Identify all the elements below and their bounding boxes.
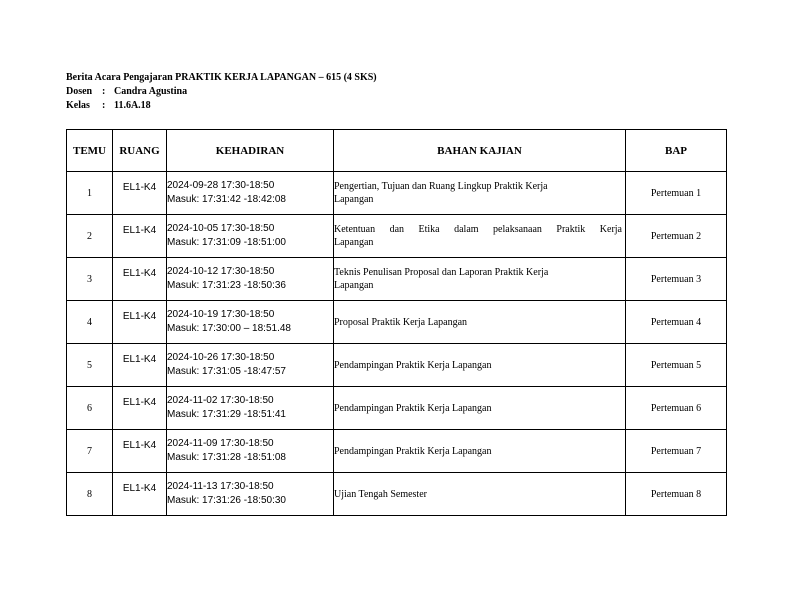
column-header-temu: TEMU — [67, 130, 113, 172]
table-row — [67, 301, 727, 344]
table-row — [67, 344, 727, 387]
class-row — [66, 99, 377, 113]
room-cell: EL1-K4 — [113, 387, 167, 430]
lecturer-row — [66, 85, 377, 99]
table-row — [67, 215, 727, 258]
meeting-number: 3 — [67, 258, 113, 301]
table-header-row — [67, 130, 727, 172]
bap-cell: Pertemuan 7 — [626, 430, 727, 473]
topic-cell: Ujian Tengah Semester — [334, 473, 626, 516]
schedule-time: 2024-10-12 17:30-18:50 — [167, 266, 275, 277]
meeting-number: 2 — [67, 215, 113, 258]
table-row — [67, 258, 727, 301]
lecturer-name: Candra Agustina — [114, 86, 188, 97]
room-cell: EL1-K4 — [113, 301, 167, 344]
topic-line-1: Ketentuan dan Etika dalam pelaksanaan Praktik Kerja — [334, 224, 622, 235]
check-in-time: Masuk: 17:31:28 -18:51:08 — [167, 452, 286, 463]
bap-cell: Pertemuan 3 — [626, 258, 727, 301]
schedule-time: 2024-09-28 17:30-18:50 — [167, 180, 275, 191]
attendance-cell — [167, 215, 334, 258]
topic-cell: Pendampingan Praktik Kerja Lapangan — [334, 430, 626, 473]
room-cell: EL1-K4 — [113, 473, 167, 516]
topic-cell: Pendampingan Praktik Kerja Lapangan — [334, 387, 626, 430]
check-in-time: Masuk: 17:31:26 -18:50:30 — [167, 495, 286, 506]
meeting-number: 7 — [67, 430, 113, 473]
meeting-number: 8 — [67, 473, 113, 516]
check-in-time: Masuk: 17:31:09 -18:51:00 — [167, 237, 286, 248]
room-cell: EL1-K4 — [113, 430, 167, 473]
class-separator: : — [102, 100, 106, 111]
schedule-time: 2024-10-05 17:30-18:50 — [167, 223, 275, 234]
room-cell: EL1-K4 — [113, 172, 167, 215]
meeting-number: 4 — [67, 301, 113, 344]
lecturer-separator: : — [102, 86, 106, 97]
topic-cell — [334, 172, 626, 215]
meeting-number: 5 — [67, 344, 113, 387]
meeting-number: 6 — [67, 387, 113, 430]
attendance-cell — [167, 301, 334, 344]
room-cell: EL1-K4 — [113, 258, 167, 301]
bap-cell: Pertemuan 2 — [626, 215, 727, 258]
check-in-time: Masuk: 17:31:23 -18:50:36 — [167, 280, 286, 291]
topic-line-1: Teknis Penulisan Proposal dan Laporan Praktik Kerja — [334, 267, 549, 278]
topic-cell: Pendampingan Praktik Kerja Lapangan — [334, 344, 626, 387]
bap-cell: Pertemuan 6 — [626, 387, 727, 430]
table-row — [67, 172, 727, 215]
schedule-time: 2024-11-09 17:30-18:50 — [167, 438, 274, 449]
attendance-cell — [167, 387, 334, 430]
attendance-cell — [167, 344, 334, 387]
column-header-bahan-kajian: BAHAN KAJIAN — [334, 130, 626, 172]
attendance-cell — [167, 172, 334, 215]
bap-cell: Pertemuan 1 — [626, 172, 727, 215]
column-header-kehadiran: KEHADIRAN — [167, 130, 334, 172]
lecturer-label: Dosen — [66, 86, 93, 97]
check-in-time: Masuk: 17:31:05 -18:47:57 — [167, 366, 286, 377]
check-in-time: Masuk: 17:31:42 -18:42:08 — [167, 194, 286, 205]
table-row — [67, 387, 727, 430]
class-code: 11.6A.18 — [114, 100, 151, 111]
schedule-time: 2024-10-19 17:30-18:50 — [167, 309, 275, 320]
room-cell: EL1-K4 — [113, 215, 167, 258]
column-header-ruang: RUANG — [113, 130, 167, 172]
document-header — [66, 71, 377, 113]
topic-line-2: Lapangan — [334, 237, 374, 248]
topic-cell — [334, 215, 626, 258]
class-label: Kelas — [66, 100, 90, 111]
topic-line-1: Pengertian, Tujuan dan Ruang Lingkup Praktik Kerja — [334, 181, 548, 192]
check-in-time: Masuk: 17:30:00 – 18:51.48 — [167, 323, 291, 334]
attendance-cell — [167, 473, 334, 516]
bap-cell: Pertemuan 4 — [626, 301, 727, 344]
attendance-cell — [167, 430, 334, 473]
topic-cell — [334, 258, 626, 301]
topic-line-2: Lapangan — [334, 280, 374, 291]
teaching-record-table — [66, 129, 727, 516]
topic-line-2: Lapangan — [334, 194, 374, 205]
document-title: Berita Acara Pengajaran PRAKTIK KERJA LAPANGAN – 615 (4 SKS) — [66, 72, 377, 83]
check-in-time: Masuk: 17:31:29 -18:51:41 — [167, 409, 286, 420]
room-cell: EL1-K4 — [113, 344, 167, 387]
schedule-time: 2024-11-13 17:30-18:50 — [167, 481, 274, 492]
meeting-number: 1 — [67, 172, 113, 215]
topic-cell: Proposal Praktik Kerja Lapangan — [334, 301, 626, 344]
column-header-bap: BAP — [626, 130, 727, 172]
attendance-cell — [167, 258, 334, 301]
table-row — [67, 473, 727, 516]
table-row — [67, 430, 727, 473]
schedule-time: 2024-11-02 17:30-18:50 — [167, 395, 274, 406]
bap-cell: Pertemuan 8 — [626, 473, 727, 516]
schedule-time: 2024-10-26 17:30-18:50 — [167, 352, 275, 363]
bap-cell: Pertemuan 5 — [626, 344, 727, 387]
